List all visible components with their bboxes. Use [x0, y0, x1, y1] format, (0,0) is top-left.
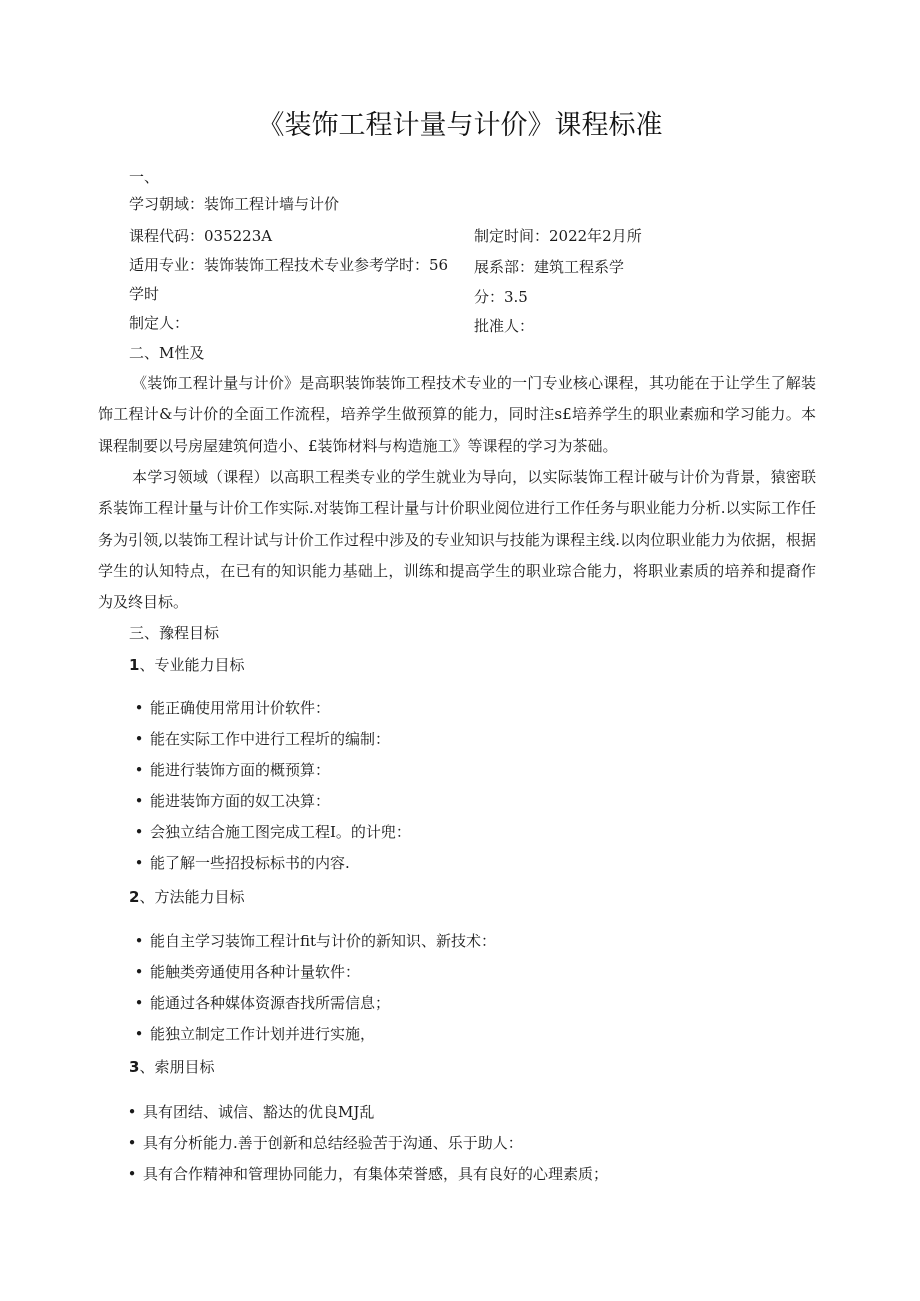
- section2-paragraph-2: 本学习领域（课程）以高职工程类专业的学生就业为导向，以实际装饰工程计破与计价为背景，猿密联系装饰工程计量与计价工作实际.对装饰工程计量与计价职业阅位进行工作任务与职业能力分析.以实际工作任务为引领,以装饰工程计试与计价工作过程中涉及的专业知识与技能为课程主线.以肉位职业能力为依据，根据学生的认知特点，在已有的知识能力基础上，训练和提高学生的职业琮合能力，将职业素质的培养和提裔作为及终目标。: [98, 468, 816, 612]
- list-item: • 能独立制定工作计划并进行实施，: [128, 1025, 375, 1043]
- subsection-3-number: 3: [129, 1058, 140, 1076]
- applicable-major: 适用专业：装饰装饰工程技术专业参考学时：56: [129, 256, 449, 274]
- field-label: 学习朝域：装饰工程计墙与计价: [129, 195, 340, 213]
- subsection-3-label: 、索朋目标: [139, 1058, 215, 1076]
- section2-heading: 二、M性及: [129, 344, 205, 362]
- subsection-1-number: 1: [129, 656, 140, 674]
- bullet-icon: •: [127, 1134, 137, 1152]
- bullet-icon: •: [127, 1165, 137, 1183]
- section1-heading: 一、: [129, 168, 160, 186]
- course-code: 课程代码：035223A: [129, 227, 273, 245]
- list-item: • 能进装饰方面的奴工决算：: [128, 792, 330, 810]
- bullet-icon: •: [134, 963, 144, 981]
- department: 展系部：建筑工程系学: [474, 258, 625, 276]
- list-item: • 具有团结、诚信、豁达的优良MJ乱: [121, 1103, 374, 1121]
- maker-label: 制定人：: [129, 314, 190, 332]
- subsection-2-label: 、方法能力目标: [139, 888, 245, 906]
- subsection-2-number: 2: [129, 888, 140, 906]
- document-title: 《装饰工程计量与计价》课程标准: [257, 110, 663, 141]
- bullet-icon: •: [134, 1025, 144, 1043]
- bullet-icon: •: [127, 1103, 137, 1121]
- bullet-icon: •: [134, 699, 144, 717]
- subsection-1-label: 、专业能力目标: [139, 656, 245, 674]
- list-item: • 具有合作精神和管理协同能力，有集体荣誉感，具有良好的心理素质；: [121, 1165, 608, 1183]
- list-item: • 能通过各种媒体资源杳找所需信息；: [128, 994, 390, 1012]
- bullet-icon: •: [134, 761, 144, 779]
- section2-paragraph-1: 《装饰工程计量与计价》是高职装饰装饰工程技术专业的一门专业核心课程，其功能在于让学生了解装饰工程计&与计价的全面工作流程，培养学生做预算的能力，同时注s£培养学生的职业素痂和学习能力。本课程制要以号房屋建筑何造小、£装饰材料与构造施工》等课程的学习为茶础。: [98, 374, 816, 455]
- bullet-icon: •: [134, 823, 144, 841]
- bullet-icon: •: [134, 932, 144, 950]
- list-item: • 能触类旁通使用各种计量软件：: [128, 963, 360, 981]
- bullet-icon: •: [134, 994, 144, 1012]
- list-item: • 能在实际工作中进行工程圻的编制：: [128, 730, 390, 748]
- list-item: • 能正确使用常用计价软件：: [128, 699, 330, 717]
- list-item: • 能自主学习装饰工程计fit与计价的新知识、新技术：: [128, 932, 496, 950]
- list-item: • 能了解一些招投标标书的内容.: [128, 854, 350, 872]
- credit: 分：3.5: [474, 288, 528, 306]
- hours-unit: 学时: [129, 285, 160, 303]
- bullet-icon: •: [134, 792, 144, 810]
- subsection-2-heading: [129, 888, 244, 906]
- bullet-icon: •: [134, 854, 144, 872]
- list-item: • 具有分析能力.善于创新和总结经验苦于沟通、乐于助人：: [121, 1134, 523, 1152]
- list-item: • 会独立结合施工图完成工程I。的计兜：: [128, 823, 411, 841]
- section3-heading: 三、豫程目标: [129, 624, 220, 642]
- approver-label: 批准人：: [474, 317, 535, 335]
- list-item: • 能进行装饰方面的概预算：: [128, 761, 330, 779]
- bullet-icon: •: [134, 730, 144, 748]
- subsection-3-heading: [129, 1058, 214, 1076]
- creation-date: 制定时间：2022年2月所: [474, 227, 642, 245]
- subsection-1-heading: [129, 656, 244, 674]
